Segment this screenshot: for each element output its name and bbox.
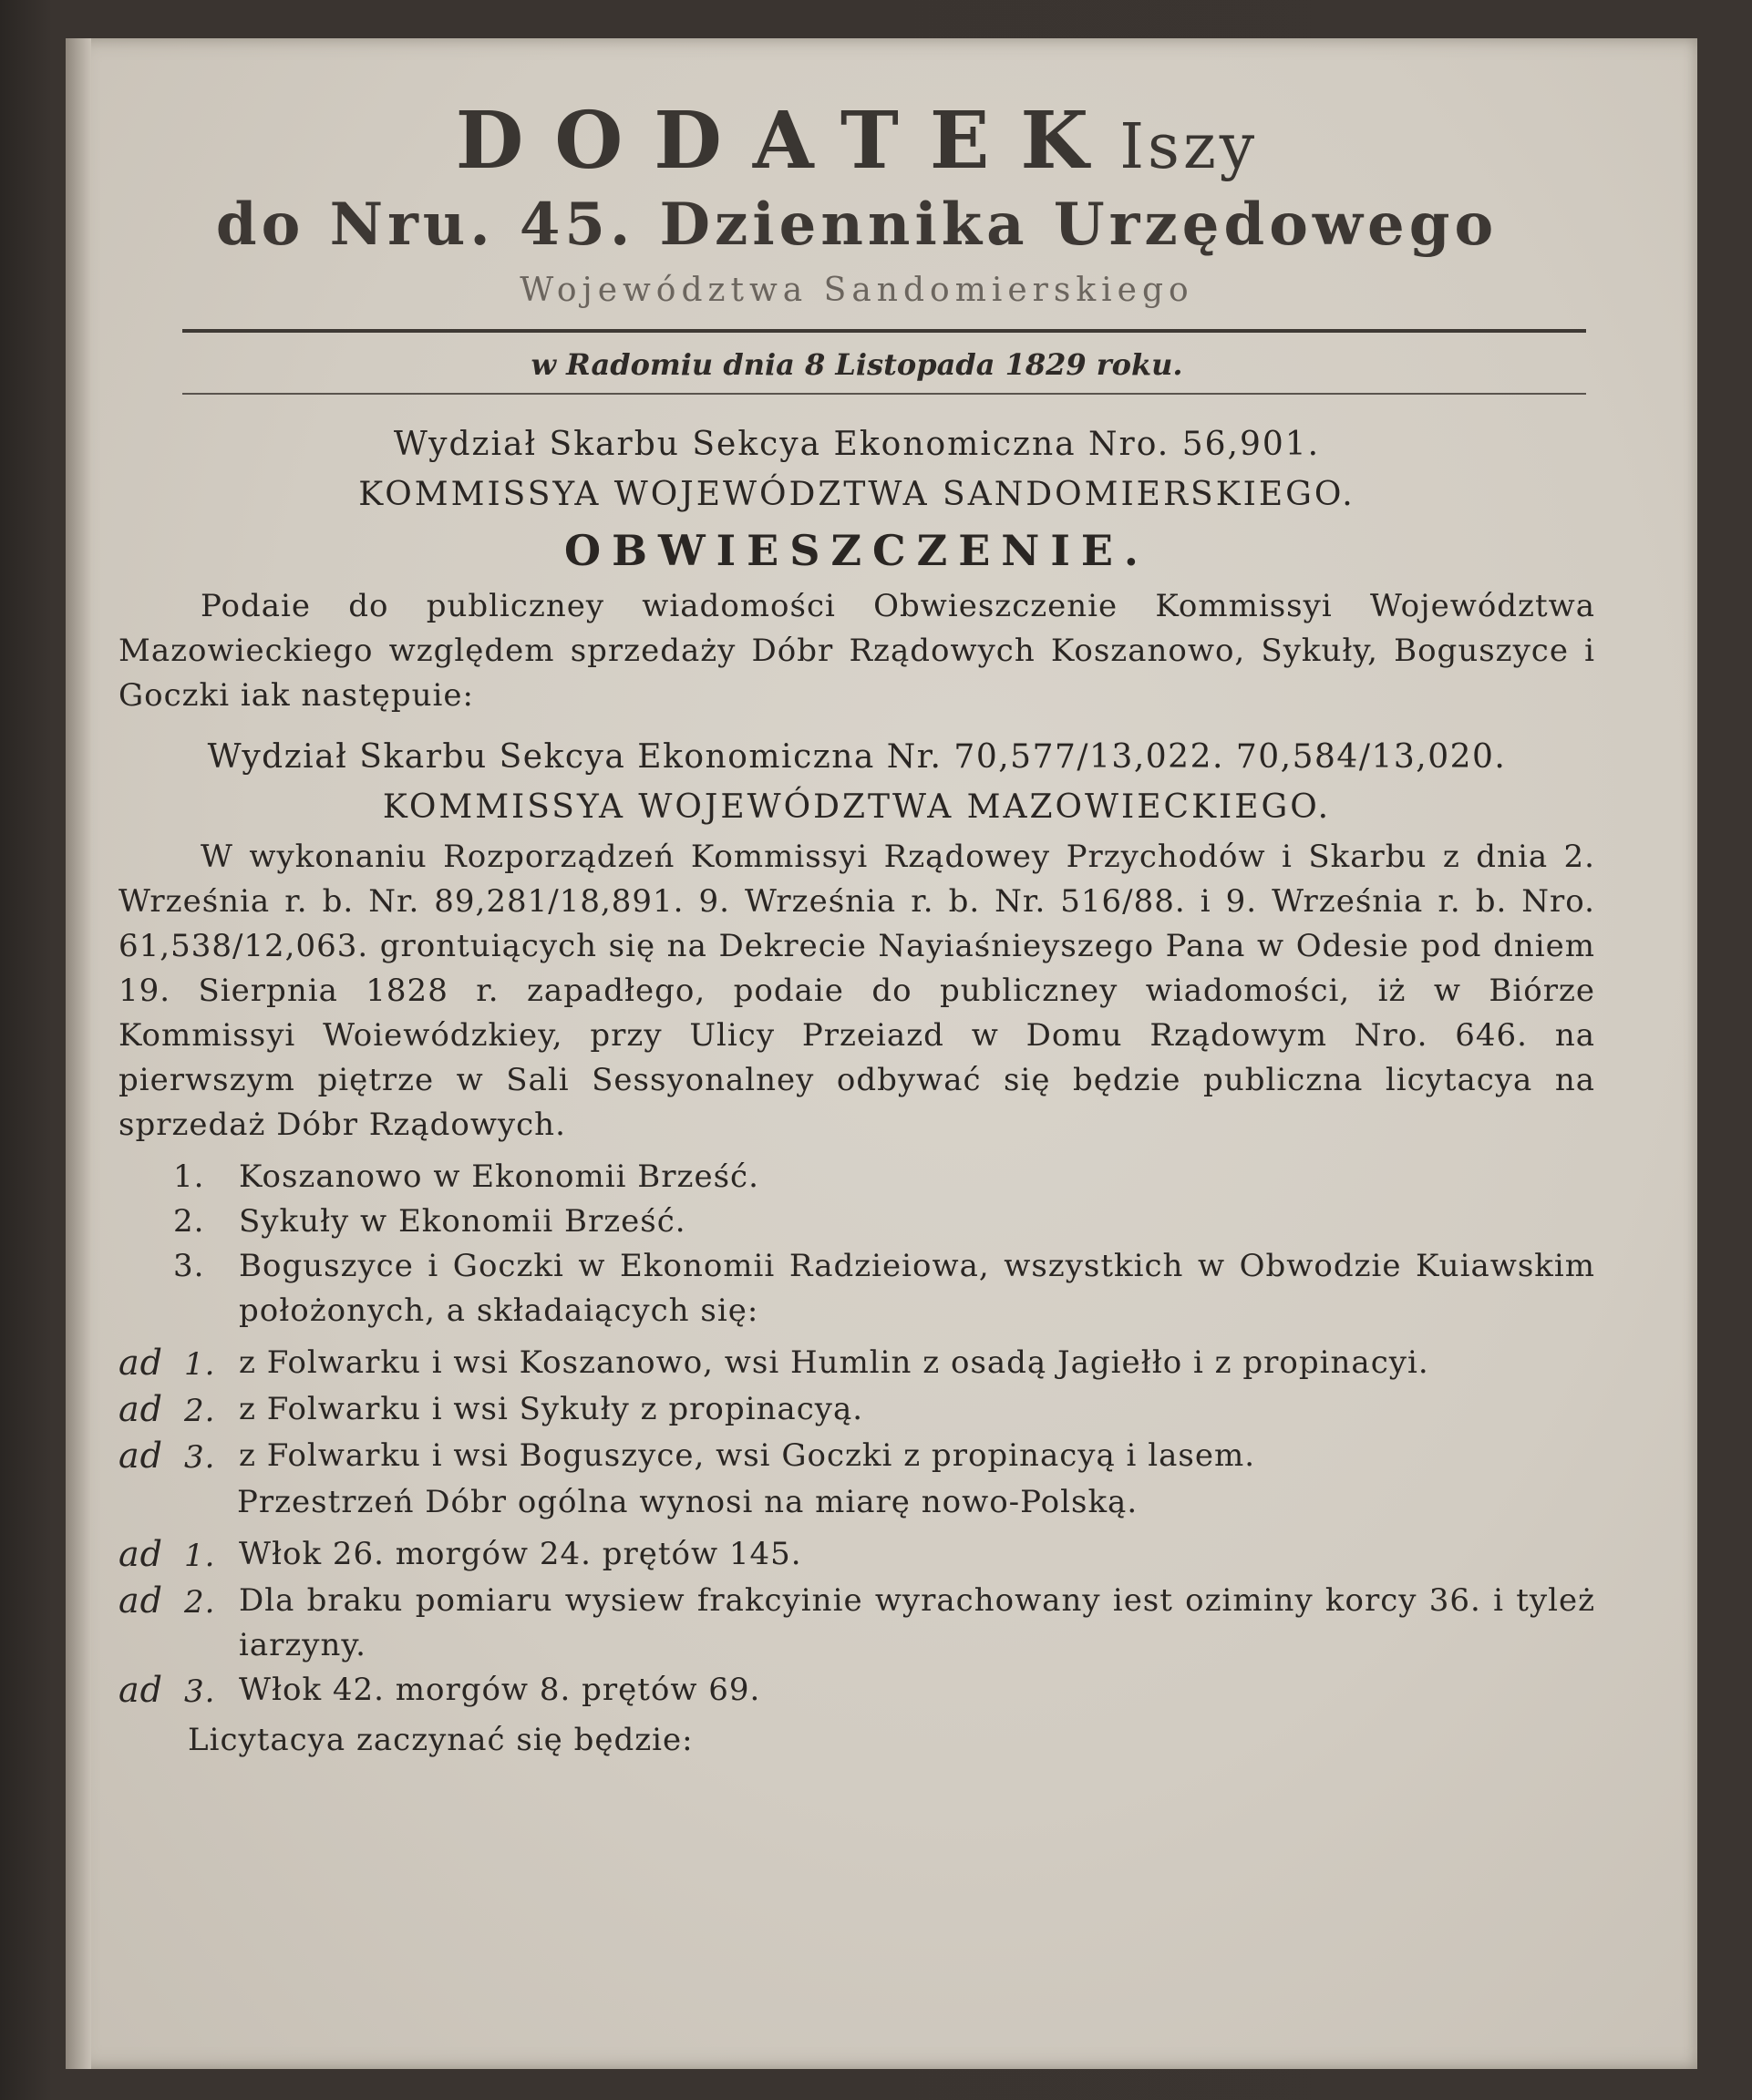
list-item [119, 1199, 1595, 1244]
ad-number: 1. [184, 1538, 216, 1574]
masthead [119, 95, 1595, 187]
list-item-number: 3. [173, 1248, 205, 1284]
list-item-number [119, 1434, 239, 1480]
closing-line: Licytacya zaczynać się będzie: [188, 1722, 694, 1758]
masthead-suffix: Iszy [1119, 111, 1259, 183]
header-rule-bottom [182, 393, 1586, 395]
ad-label: ad [119, 1580, 163, 1621]
list-item-number [119, 1532, 239, 1579]
journal-subtitle: do Nru. 45. Dziennika Urzędowego [215, 190, 1499, 259]
body-paragraph: W wykonaniu Rozporządzeń Kommissyi Rządowey Przychodów i Skarbu z dnia 2. Września r. b. Nr. 89,281/18,891. 9. Września r. b. Nr. 516/88. i 9. Września r. b. Nro. 61,538/12,063. grontuiących się na Dekrecie Nayiaśnieyszego Pana w Odesie pod dniem 19. Sierpnia 1828 r. zapadłego, podaie do publiczney wiadomości, iż w Biórze Kommissyi Woiewódzkiey, przy Ulicy Przeiazd w Domu Rządowym Nro. 646. na pierwszym piętrze w Sali Sessyonalney odbywać się będzie publiczna licytacya na sprzedaż Dóbr Rządowych. [119, 839, 1595, 1143]
list-item [119, 1341, 1595, 1387]
list-item-number: 2. [173, 1203, 205, 1240]
masthead-word: DODATEK [455, 95, 1120, 187]
notice-title: OBWIESZCZENIE. [564, 526, 1149, 575]
page-spine-shadow [66, 38, 91, 2069]
list-item-text: z Folwarku i wsi Koszanowo, wsi Humlin z osadą Jagiełło i z propinacyi. [239, 1344, 1429, 1381]
ad-number: 1. [184, 1346, 216, 1383]
list-item-text: Sykuły w Ekonomii Brześć. [239, 1203, 686, 1240]
intro-paragraph: Podaie do publiczney wiadomości Obwieszczenie Kommissyi Województwa Mazowieckiego względem sprzedaży Dóbr Rządowych Koszanowo, Sykuły, Boguszyce i Goczki iak następuie: [119, 588, 1595, 714]
header-rule-top [182, 329, 1586, 333]
ad-number: 3. [184, 1673, 216, 1710]
list-item-text: Koszanowo w Ekonomii Brześć. [239, 1158, 759, 1195]
area-list [119, 1532, 1595, 1714]
list-item-number [119, 1387, 239, 1434]
list-item [119, 1532, 1595, 1579]
ad-label: ad [119, 1389, 163, 1429]
ad-label: ad [119, 1343, 163, 1383]
province-line: Województwa Sandomierskiego [520, 272, 1194, 309]
list-item-text: z Folwarku i wsi Sykuły z propinacyą. [239, 1391, 864, 1427]
department-line: Wydział Skarbu Sekcya Ekonomiczna Nro. 56,901. [393, 426, 1321, 463]
commission-heading-2: KOMMISSYA WOJEWÓDZTWA MAZOWIECKIEGO. [382, 788, 1332, 826]
list-item-text: Włok 26. morgów 24. prętów 145. [239, 1536, 802, 1572]
page-content [119, 82, 1595, 1763]
ad-number: 2. [184, 1584, 216, 1621]
estates-list [119, 1155, 1595, 1333]
list-item [119, 1579, 1595, 1668]
list-item-text: Dla braku pomiaru wysiew frakcyinie wyrachowany iest oziminy korcy 36. i tyleż iarzyny. [239, 1582, 1595, 1663]
list-item-text: Włok 42. morgów 8. prętów 69. [239, 1672, 761, 1708]
list-item-text: Boguszyce i Goczki w Ekonomii Radzieiowa, wszystkich w Obwodzie Kuiawskim położonych, a składaiących się: [239, 1248, 1595, 1329]
list-item [119, 1668, 1595, 1714]
list-item [119, 1387, 1595, 1434]
list-item-number [119, 1579, 239, 1668]
ad-number: 2. [184, 1393, 216, 1429]
list-item-number: 1. [173, 1158, 205, 1195]
list-item-text: z Folwarku i wsi Boguszyce, wsi Goczki z propinacyą i lasem. [239, 1437, 1255, 1474]
list-item-number [119, 1341, 239, 1387]
ad-number: 3. [184, 1439, 216, 1476]
document-page [66, 38, 1697, 2069]
dateline: w Radomiu dnia 8 Listopada 1829 roku. [531, 347, 1183, 382]
area-intro: Przestrzeń Dóbr ogólna wynosi na miarę nowo-Polską. [237, 1484, 1139, 1520]
list-item [119, 1244, 1595, 1333]
ad-label: ad [119, 1670, 163, 1710]
list-item-number [119, 1668, 239, 1714]
ad-label: ad [119, 1436, 163, 1476]
list-item [119, 1434, 1595, 1480]
composition-list [119, 1341, 1595, 1480]
ad-label: ad [119, 1534, 163, 1574]
commission-heading: KOMMISSYA WOJEWÓDZTWA SANDOMIERSKIEGO. [358, 476, 1355, 513]
reference-line: Wydział Skarbu Sekcya Ekonomiczna Nr. 70,577/13,022. 70,584/13,020. [207, 738, 1507, 776]
list-item [119, 1155, 1595, 1199]
